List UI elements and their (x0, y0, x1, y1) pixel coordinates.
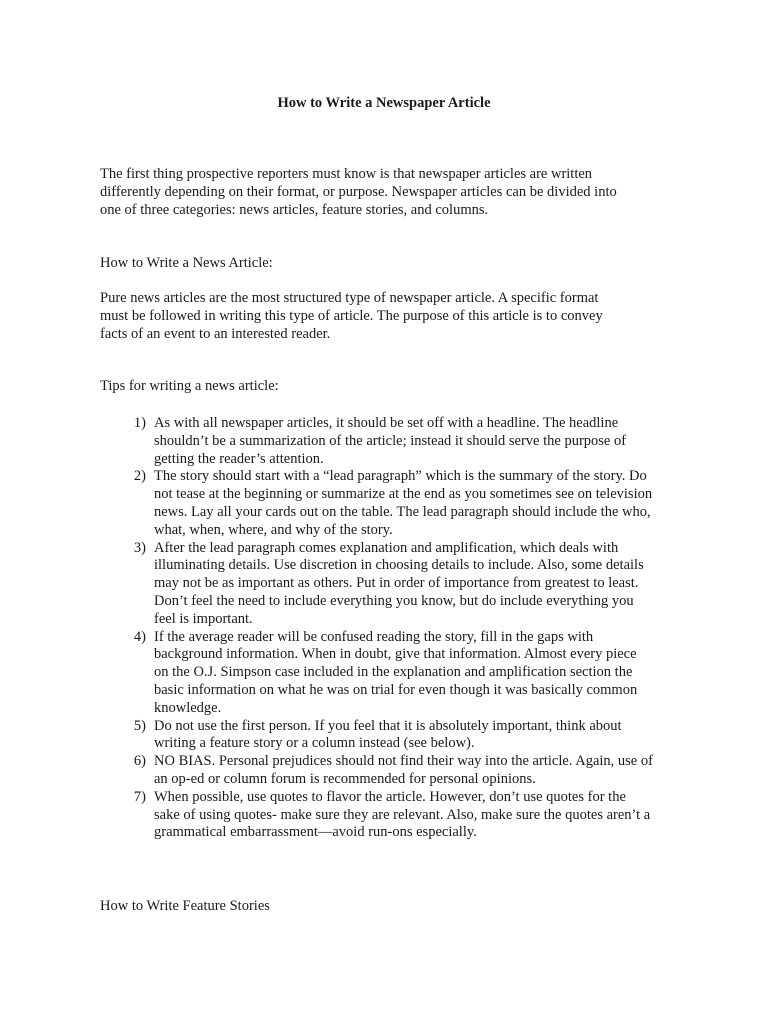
list-item (100, 415, 660, 468)
list-item-text: As with all newspaper articles, it should be set off with a headline. The headline shouldn’t be a summarization of the article; instead it should serve the purpose of getting the reader’s attention. (154, 415, 627, 467)
page-title: How to Write a Newspaper Article (277, 95, 491, 111)
list-item-number: 7) (133, 788, 146, 805)
feature-stories-heading: How to Write Feature Stories (100, 898, 270, 914)
list-item-number: 1) (133, 415, 146, 431)
list-item-number: 5) (133, 717, 146, 734)
list-item (100, 718, 660, 754)
list-item-number: 4) (133, 628, 146, 645)
list-item-text: NO BIAS. Personal prejudices should not find their way into the article. Again, use of an op-ed or column forum is recommended for personal opinions. (154, 753, 653, 787)
list-item (100, 753, 660, 789)
list-item-number: 2) (133, 468, 146, 485)
intro-paragraph: The first thing prospective reporters must know is that newspaper articles are written differently depending on their format, or purpose. Newspaper articles can be divided into one of three categories: news articles, feature stories, and columns. (100, 166, 617, 218)
list-item (100, 629, 660, 718)
list-item-text: After the lead paragraph comes explanation and amplification, which deals with illuminating details. Use discretion in choosing details to include. Also, some details may not be as important as others. Put in order of importance from greatest to least. Don’t feel the need to include everything you know, but do include everything you feel is important. (154, 539, 644, 627)
tips-heading: Tips for writing a news article: (100, 378, 279, 394)
list-item-number: 6) (133, 753, 146, 770)
list-item (100, 789, 660, 842)
list-item (100, 540, 660, 629)
tips-list (100, 415, 660, 842)
list-item (100, 468, 660, 539)
list-item-text: The story should start with a “lead paragraph” which is the summary of the story. Do not tease at the beginning or summarize at the end as you sometimes see on television news. Lay all your cards out on the table. The lead paragraph should include the who, what, when, where, and why of the story. (154, 468, 653, 538)
list-item-text: If the average reader will be confused reading the story, fill in the gaps with background information. When in doubt, give that information. Almost every piece on the O.J. Simpson case included in the explanation and amplification section the basic information on what he was on trial for even though it was basically common knowledge. (154, 628, 638, 716)
news-article-heading: How to Write a News Article: (100, 255, 273, 271)
list-item-number: 3) (133, 539, 146, 556)
news-article-paragraph: Pure news articles are the most structured type of newspaper article. A specific format must be followed in writing this type of article. The purpose of this article is to convey facts of an event to an interested reader. (100, 290, 603, 342)
list-item-text: When possible, use quotes to flavor the article. However, don’t use quotes for the sake of using quotes- make sure they are relevant. Also, make sure the quotes aren’t a grammatical embarrassment—avoid run-ons especially. (154, 788, 651, 841)
list-item-text: Do not use the first person. If you feel that it is absolutely important, think about writing a feature story or a column instead (see below). (154, 717, 622, 752)
